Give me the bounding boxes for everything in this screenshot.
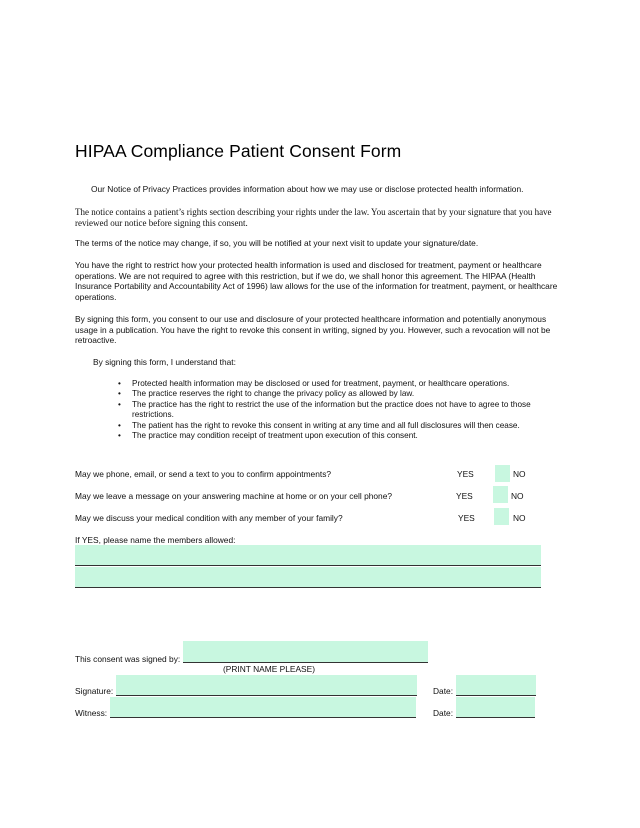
date-label: Date: [433,686,454,696]
changes-paragraph: The terms of the notice may change, if so, you will be notified at your next visit to update your signature/date. [75,238,479,248]
question-family: May we discuss your medical condition with any member of your family? [75,513,343,523]
date-label: Date: [433,708,454,718]
members-label: If YES, please name the members allowed: [75,535,236,545]
signed-by-label: This consent was signed by: [75,654,181,664]
yes-label: YES [456,491,473,501]
no-label: NO [513,513,526,523]
list-item: • The practice reserves the right to change the privacy policy as allowed by law. [118,389,558,399]
understand-paragraph: By signing this form, I understand that: [93,357,236,367]
signature-date-field[interactable] [456,675,536,696]
list-item: • The practice has the right to restrict the use of the information but the practice does not have to agree to those restrictions. [118,400,558,421]
witness-field[interactable] [110,697,416,718]
consent-bullet-list [118,379,558,441]
signature-label: Signature: [75,686,114,696]
list-item: • The patient has the right to revoke this consent in writing at any time and all full disclosures will then cease. [118,421,558,431]
signing-paragraph: By signing this form, you consent to our use and disclosure of your protected healthcare information and potentially anonymous usage in a publication. You have the right to revoke this consent in writing, signed by you. However, such a revocation will not be retroactive. [75,314,551,346]
witness-date-field[interactable] [456,697,535,718]
members-field-1[interactable] [75,545,541,566]
signature-field[interactable] [116,675,417,696]
intro-paragraph: Our Notice of Privacy Practices provides information about how we may use or disclose protected health information. [91,184,524,194]
witness-label: Witness: [75,708,108,718]
list-item: • Protected health information may be disclosed or used for treatment, payment, or healthcare operations. [118,379,558,389]
restrict-paragraph: You have the right to restrict how your protected health information is used and disclosed for treatment, payment or healthcare operations. We are not required to agree with this restriction, but if we do, we shall honor this agreement. The HIPAA (Health Insurance Portability and Accountability Act of 1996) law allows for the use of the information for treatment, payment, or healthcare operations. [75,260,558,302]
list-item: • The practice may condition receipt of treatment upon execution of this consent. [118,431,558,441]
no-label: NO [511,491,524,501]
yes-checkbox-appointments[interactable] [495,465,510,482]
no-label: NO [513,469,526,479]
yes-label: YES [458,513,475,523]
rights-paragraph: The notice contains a patient’s rights section describing your rights under the law. You ascertain that by your signature that you have reviewed our notice before signing this consent. [75,207,552,228]
yes-checkbox-voicemail[interactable] [493,486,508,503]
question-voicemail: May we leave a message on your answering machine at home or on your cell phone? [75,491,393,501]
print-name-field[interactable] [183,641,428,663]
question-appointments: May we phone, email, or send a text to you to confirm appointments? [75,469,332,479]
page-title: HIPAA Compliance Patient Consent Form [75,141,402,161]
yes-checkbox-family[interactable] [494,508,509,525]
members-field-2[interactable] [75,567,541,588]
print-name-note: (PRINT NAME PLEASE) [223,664,315,674]
yes-label: YES [457,469,474,479]
